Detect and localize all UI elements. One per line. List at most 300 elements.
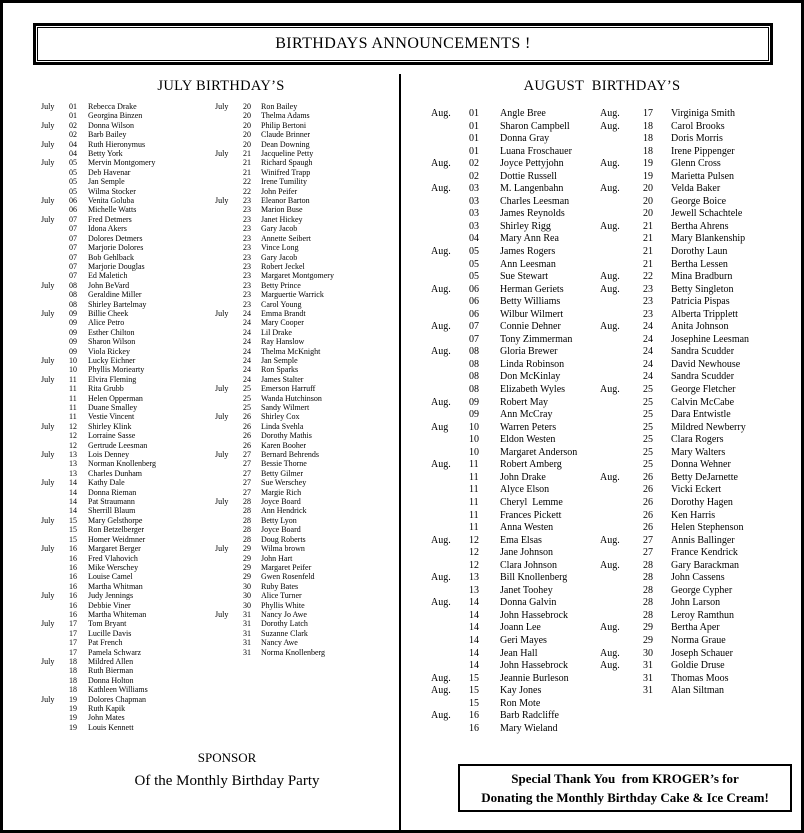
day-label: 29	[243, 572, 251, 582]
name-label: George Boice	[671, 195, 727, 207]
birthday-row	[41, 488, 156, 497]
day-label: 26	[243, 431, 251, 441]
name-label: Velda Baker	[671, 183, 721, 195]
birthday-row	[431, 371, 577, 384]
month-label	[215, 375, 243, 384]
month-label: Aug.	[431, 108, 451, 119]
birthday-row	[431, 208, 577, 221]
name-label: Dottie Russell	[500, 170, 557, 182]
day-label: 11	[69, 374, 77, 384]
month-label	[41, 394, 69, 403]
day-label: 23	[643, 296, 653, 308]
month-label	[41, 253, 69, 262]
month-label	[215, 337, 243, 346]
month-label	[41, 459, 69, 468]
birthday-row	[41, 469, 156, 478]
day-label: 04	[469, 233, 479, 245]
month-label	[431, 622, 469, 635]
name-label: Ruth Bierman	[88, 666, 134, 676]
day-label: 12	[469, 547, 479, 559]
day-label: 11	[69, 403, 77, 412]
august-list-1	[431, 108, 577, 735]
name-label: John Hassebrock	[500, 660, 569, 672]
month-label	[431, 447, 469, 460]
day-label: 28	[243, 515, 251, 525]
name-label: Esther Chilton	[88, 327, 135, 337]
month-label	[215, 234, 243, 243]
birthday-row	[431, 497, 577, 510]
birthday-row	[215, 375, 334, 384]
name-label: Wilbur Wilmert	[500, 308, 564, 320]
name-label: Kay Jones	[500, 685, 542, 697]
name-label: Annis Ballinger	[671, 534, 735, 546]
birthday-row	[215, 525, 334, 534]
name-label: Richard Spaugh	[261, 158, 313, 168]
name-label: Ruby Bates	[261, 581, 299, 591]
birthday-row	[41, 601, 156, 610]
day-label: 17	[69, 638, 77, 648]
birthday-row	[600, 610, 749, 623]
month-label: July	[41, 374, 55, 384]
name-label: John Cassens	[671, 572, 725, 584]
birthday-row	[215, 102, 334, 111]
birthday-row	[41, 158, 156, 167]
month-label: Aug.	[600, 158, 620, 170]
day-label: 24	[243, 308, 251, 318]
august-section-title: AUGUST BIRTHDAY’S	[523, 78, 681, 94]
name-label: Mary Walters	[671, 446, 726, 458]
month-label	[600, 434, 643, 447]
day-label: 29	[643, 634, 653, 646]
birthday-row	[431, 510, 577, 523]
day-label: 14	[469, 609, 479, 621]
name-label: Lois Denney	[88, 450, 130, 460]
name-label: Emma Brandt	[261, 308, 306, 318]
month-label	[41, 187, 69, 196]
month-label	[215, 140, 243, 149]
name-label: Mary Blankenship	[671, 233, 746, 245]
day-label: 19	[643, 170, 653, 182]
name-label: Betty Williams	[500, 296, 561, 308]
birthday-row	[215, 337, 334, 346]
birthday-row	[215, 215, 334, 224]
birthday-row	[215, 347, 334, 356]
day-label: 14	[69, 497, 77, 507]
month-label	[600, 409, 643, 422]
birthday-row	[41, 431, 156, 440]
month-label	[215, 177, 243, 186]
birthday-row	[41, 685, 156, 694]
name-label: Bessie Thorne	[261, 459, 307, 469]
name-label: Marjorie Dolores	[88, 243, 144, 253]
birthday-row	[600, 597, 749, 610]
birthday-row	[600, 434, 749, 447]
name-label: Shirley Cox	[261, 412, 300, 422]
name-label: Philip Bertoni	[261, 120, 307, 130]
month-label	[600, 685, 643, 698]
name-label: Rita Grubb	[88, 384, 124, 394]
month-label	[41, 469, 69, 478]
name-label: Tony Zimmerman	[500, 333, 573, 345]
month-label: Aug.	[431, 459, 451, 471]
day-label: 10	[69, 365, 77, 375]
name-label: Martha Whiteman	[88, 609, 147, 619]
name-label: Fred Detmers	[88, 214, 132, 224]
day-label: 13	[69, 450, 77, 460]
month-label	[431, 233, 469, 246]
month-label: July	[41, 214, 55, 224]
name-label: Debbie Viner	[88, 600, 131, 610]
birthday-row	[600, 660, 749, 673]
birthday-row	[600, 522, 749, 535]
day-label: 09	[69, 346, 77, 356]
month-label: July	[215, 308, 229, 318]
name-label: Fred Vlahovich	[88, 553, 138, 563]
month-label	[41, 337, 69, 346]
name-label: Ann Leesman	[500, 258, 556, 270]
day-label: 16	[469, 710, 479, 722]
birthday-row	[215, 582, 334, 591]
day-label: 26	[243, 421, 251, 431]
birthday-row	[431, 723, 577, 736]
month-label	[41, 441, 69, 450]
month-label	[215, 563, 243, 572]
day-label: 07	[69, 271, 77, 281]
birthday-row	[431, 296, 577, 309]
name-label: Alberta Tripplett	[671, 308, 738, 320]
birthday-row	[215, 140, 334, 149]
name-label: Carol Young	[261, 299, 302, 309]
day-label: 22	[643, 271, 653, 283]
name-label: Pamela Schwarz	[88, 647, 142, 657]
day-label: 25	[243, 403, 251, 412]
month-label: Aug.	[431, 685, 451, 697]
name-label: Sharon Wilson	[88, 337, 136, 347]
name-label: Ron Sparks	[261, 365, 299, 375]
name-label: Clara Johnson	[500, 559, 557, 571]
day-label: 28	[243, 534, 251, 544]
birthday-row	[41, 695, 156, 704]
day-label: 24	[243, 337, 251, 347]
name-label: Jeannie Burleson	[500, 672, 569, 684]
month-label	[41, 234, 69, 243]
name-label: Jane Johnson	[500, 547, 554, 559]
birthday-row	[215, 619, 334, 628]
birthday-row	[431, 635, 577, 648]
birthday-row	[215, 629, 334, 638]
month-label	[431, 522, 469, 535]
name-label: Duane Smalley	[88, 403, 138, 412]
name-label: Martha Whitman	[88, 581, 143, 591]
birthday-row	[215, 205, 334, 214]
birthday-row	[41, 629, 156, 638]
day-label: 21	[243, 158, 251, 168]
month-label	[215, 168, 243, 177]
birthday-row	[41, 196, 156, 205]
birthday-row	[431, 422, 577, 435]
name-label: Herman Geriets	[500, 283, 564, 295]
day-label: 19	[69, 704, 77, 713]
birthday-row	[41, 102, 156, 111]
birthday-row	[431, 221, 577, 234]
day-label: 31	[243, 647, 251, 657]
month-label: July	[41, 619, 55, 629]
birthday-row	[41, 535, 156, 544]
day-label: 08	[469, 384, 479, 396]
birthday-row	[41, 187, 156, 196]
month-label	[215, 469, 243, 478]
month-label: Aug.	[431, 183, 451, 195]
birthday-row	[431, 359, 577, 372]
sponsor-subtitle: Of the Monthly Birthday Party	[134, 773, 320, 789]
day-label: 23	[243, 290, 251, 300]
name-label: John Mates	[88, 713, 125, 723]
announcement-banner	[33, 23, 773, 65]
birthday-row	[215, 638, 334, 647]
month-label	[215, 394, 243, 403]
day-label: 27	[243, 487, 251, 497]
day-label: 31	[243, 609, 251, 619]
name-label: Alyce Elson	[500, 484, 550, 496]
name-label: Donna Rieman	[88, 487, 137, 497]
month-label	[41, 535, 69, 544]
day-label: 23	[643, 308, 653, 320]
birthday-row	[431, 284, 577, 297]
birthday-row	[215, 403, 334, 412]
name-label: Dorothy Laun	[671, 246, 728, 258]
name-label: Norma Knollenberg	[261, 647, 326, 657]
birthday-row	[41, 337, 156, 346]
month-label	[600, 635, 643, 648]
month-label: Aug	[431, 421, 449, 433]
birthday-row	[600, 459, 749, 472]
month-label	[431, 196, 469, 209]
name-label: Mary Wieland	[500, 722, 558, 734]
day-label: 07	[69, 261, 77, 271]
name-label: Sharon Campbell	[500, 120, 570, 132]
month-label: Aug.	[431, 246, 451, 258]
birthday-row	[431, 121, 577, 134]
birthday-row	[41, 205, 156, 214]
month-label	[600, 497, 643, 510]
month-label	[600, 597, 643, 610]
month-label	[600, 296, 643, 309]
month-label	[431, 359, 469, 372]
birthday-row	[215, 394, 334, 403]
day-label: 22	[243, 186, 251, 196]
birthday-row	[41, 422, 156, 431]
day-label: 23	[243, 196, 251, 206]
name-label: James Rogers	[500, 246, 556, 258]
day-label: 23	[643, 283, 653, 295]
name-label: Dolores Detmers	[88, 233, 143, 243]
day-label: 24	[643, 371, 653, 383]
birthday-row	[41, 412, 156, 421]
day-label: 16	[69, 544, 77, 554]
day-label: 18	[643, 120, 653, 132]
birthday-row	[431, 472, 577, 485]
column-divider-line	[399, 74, 401, 830]
name-label: Eldon Westen	[500, 434, 556, 446]
month-label	[41, 243, 69, 252]
name-label: Anita Johnson	[671, 321, 729, 333]
name-label: Vestie Vincent	[88, 412, 135, 422]
month-label	[431, 208, 469, 221]
name-label: Sue Stewart	[500, 271, 549, 283]
birthday-row	[215, 478, 334, 487]
month-label	[431, 121, 469, 134]
day-label: 26	[243, 440, 251, 450]
day-label: 19	[69, 713, 77, 723]
birthday-row	[215, 554, 334, 563]
day-label: 21	[643, 246, 653, 258]
month-label	[41, 431, 69, 440]
month-label	[600, 371, 643, 384]
name-label: Dorothy Latch	[261, 619, 308, 629]
day-label: 12	[69, 421, 77, 431]
birthday-row	[41, 375, 156, 384]
birthday-row	[600, 535, 749, 548]
birthday-row	[41, 224, 156, 233]
month-label	[215, 347, 243, 356]
month-label	[215, 554, 243, 563]
day-label: 23	[243, 261, 251, 271]
day-label: 05	[469, 246, 479, 258]
month-label: July	[215, 497, 229, 507]
day-label: 18	[69, 656, 77, 666]
birthday-row	[215, 356, 334, 365]
day-label: 24	[243, 365, 251, 375]
birthday-row	[431, 171, 577, 184]
birthday-row	[431, 346, 577, 359]
birthday-row	[215, 648, 334, 657]
month-label	[41, 713, 69, 722]
birthday-row	[600, 233, 749, 246]
day-label: 21	[243, 167, 251, 177]
name-label: Joyce Pettyjohn	[500, 158, 564, 170]
birthday-row	[431, 334, 577, 347]
name-label: Gloria Brewer	[500, 346, 558, 358]
month-label	[431, 434, 469, 447]
birthday-row	[215, 121, 334, 130]
month-label	[431, 547, 469, 560]
day-label: 08	[69, 290, 77, 300]
month-label	[215, 253, 243, 262]
day-label: 05	[69, 177, 77, 187]
name-label: Suzanne Clark	[261, 628, 308, 638]
day-label: 28	[643, 559, 653, 571]
day-label: 05	[469, 271, 479, 283]
day-label: 02	[69, 130, 77, 140]
month-label: July	[41, 120, 55, 130]
name-label: Irene Tumility	[261, 177, 308, 187]
birthday-row	[431, 434, 577, 447]
birthday-row	[600, 296, 749, 309]
month-label	[41, 525, 69, 534]
name-label: Don McKinlay	[500, 371, 561, 383]
month-label: Aug.	[600, 534, 620, 546]
month-label	[215, 422, 243, 431]
name-label: Alice Petro	[88, 318, 125, 328]
month-label	[431, 271, 469, 284]
name-label: John BeVard	[88, 280, 130, 290]
name-label: Lil Drake	[261, 327, 292, 337]
name-label: John Hart	[261, 553, 293, 563]
july-list-2	[215, 102, 334, 657]
birthday-row	[600, 447, 749, 460]
month-label	[41, 328, 69, 337]
month-label	[215, 441, 243, 450]
kroger-line-1: Special Thank You from KROGER’s for	[511, 771, 739, 786]
birthday-row	[41, 563, 156, 572]
day-label: 25	[643, 459, 653, 471]
birthday-row	[215, 469, 334, 478]
day-label: 12	[469, 559, 479, 571]
day-label: 11	[69, 393, 77, 403]
kroger-line-2: Donating the Monthly Birthday Cake & Ice Cream!	[481, 790, 769, 805]
name-label: Doris Morris	[671, 133, 723, 145]
day-label: 27	[243, 478, 251, 488]
day-label: 20	[243, 139, 251, 149]
day-label: 10	[469, 446, 479, 458]
birthday-row	[41, 281, 156, 290]
birthday-row	[41, 525, 156, 534]
name-label: Warren Peters	[500, 421, 557, 433]
name-label: Frances Pickett	[500, 509, 562, 521]
month-label	[215, 459, 243, 468]
name-label: Betty York	[88, 149, 123, 159]
day-label: 08	[469, 358, 479, 370]
name-label: Patricia Pispas	[671, 296, 730, 308]
month-label	[215, 328, 243, 337]
birthday-row	[41, 262, 156, 271]
day-label: 17	[69, 628, 77, 638]
day-label: 29	[243, 553, 251, 563]
birthday-row	[215, 281, 334, 290]
birthday-row	[215, 591, 334, 600]
birthday-row	[431, 597, 577, 610]
birthday-row	[41, 328, 156, 337]
month-label	[600, 673, 643, 686]
day-label: 27	[243, 450, 251, 460]
month-label	[600, 133, 643, 146]
birthday-row	[41, 648, 156, 657]
name-label: Vicki Eckert	[671, 484, 722, 496]
birthday-row	[215, 459, 334, 468]
day-label: 15	[469, 672, 479, 684]
birthday-row	[215, 365, 334, 374]
day-label: 30	[643, 647, 653, 659]
month-label: July	[41, 102, 55, 111]
birthday-row	[215, 497, 334, 506]
name-label: Annette Seibert	[261, 233, 311, 243]
birthday-row	[431, 484, 577, 497]
month-label	[600, 510, 643, 523]
birthday-row	[215, 262, 334, 271]
birthday-row	[41, 177, 156, 186]
month-label	[600, 233, 643, 246]
birthday-row	[215, 412, 334, 421]
birthday-row	[431, 133, 577, 146]
day-label: 13	[469, 572, 479, 584]
birthday-row	[41, 347, 156, 356]
month-label: Aug.	[600, 622, 620, 634]
birthday-row	[431, 158, 577, 171]
sponsor-heading: SPONSOR	[197, 750, 257, 765]
name-label: Marjorie Douglas	[88, 261, 145, 271]
month-label	[41, 177, 69, 186]
day-label: 07	[69, 224, 77, 234]
